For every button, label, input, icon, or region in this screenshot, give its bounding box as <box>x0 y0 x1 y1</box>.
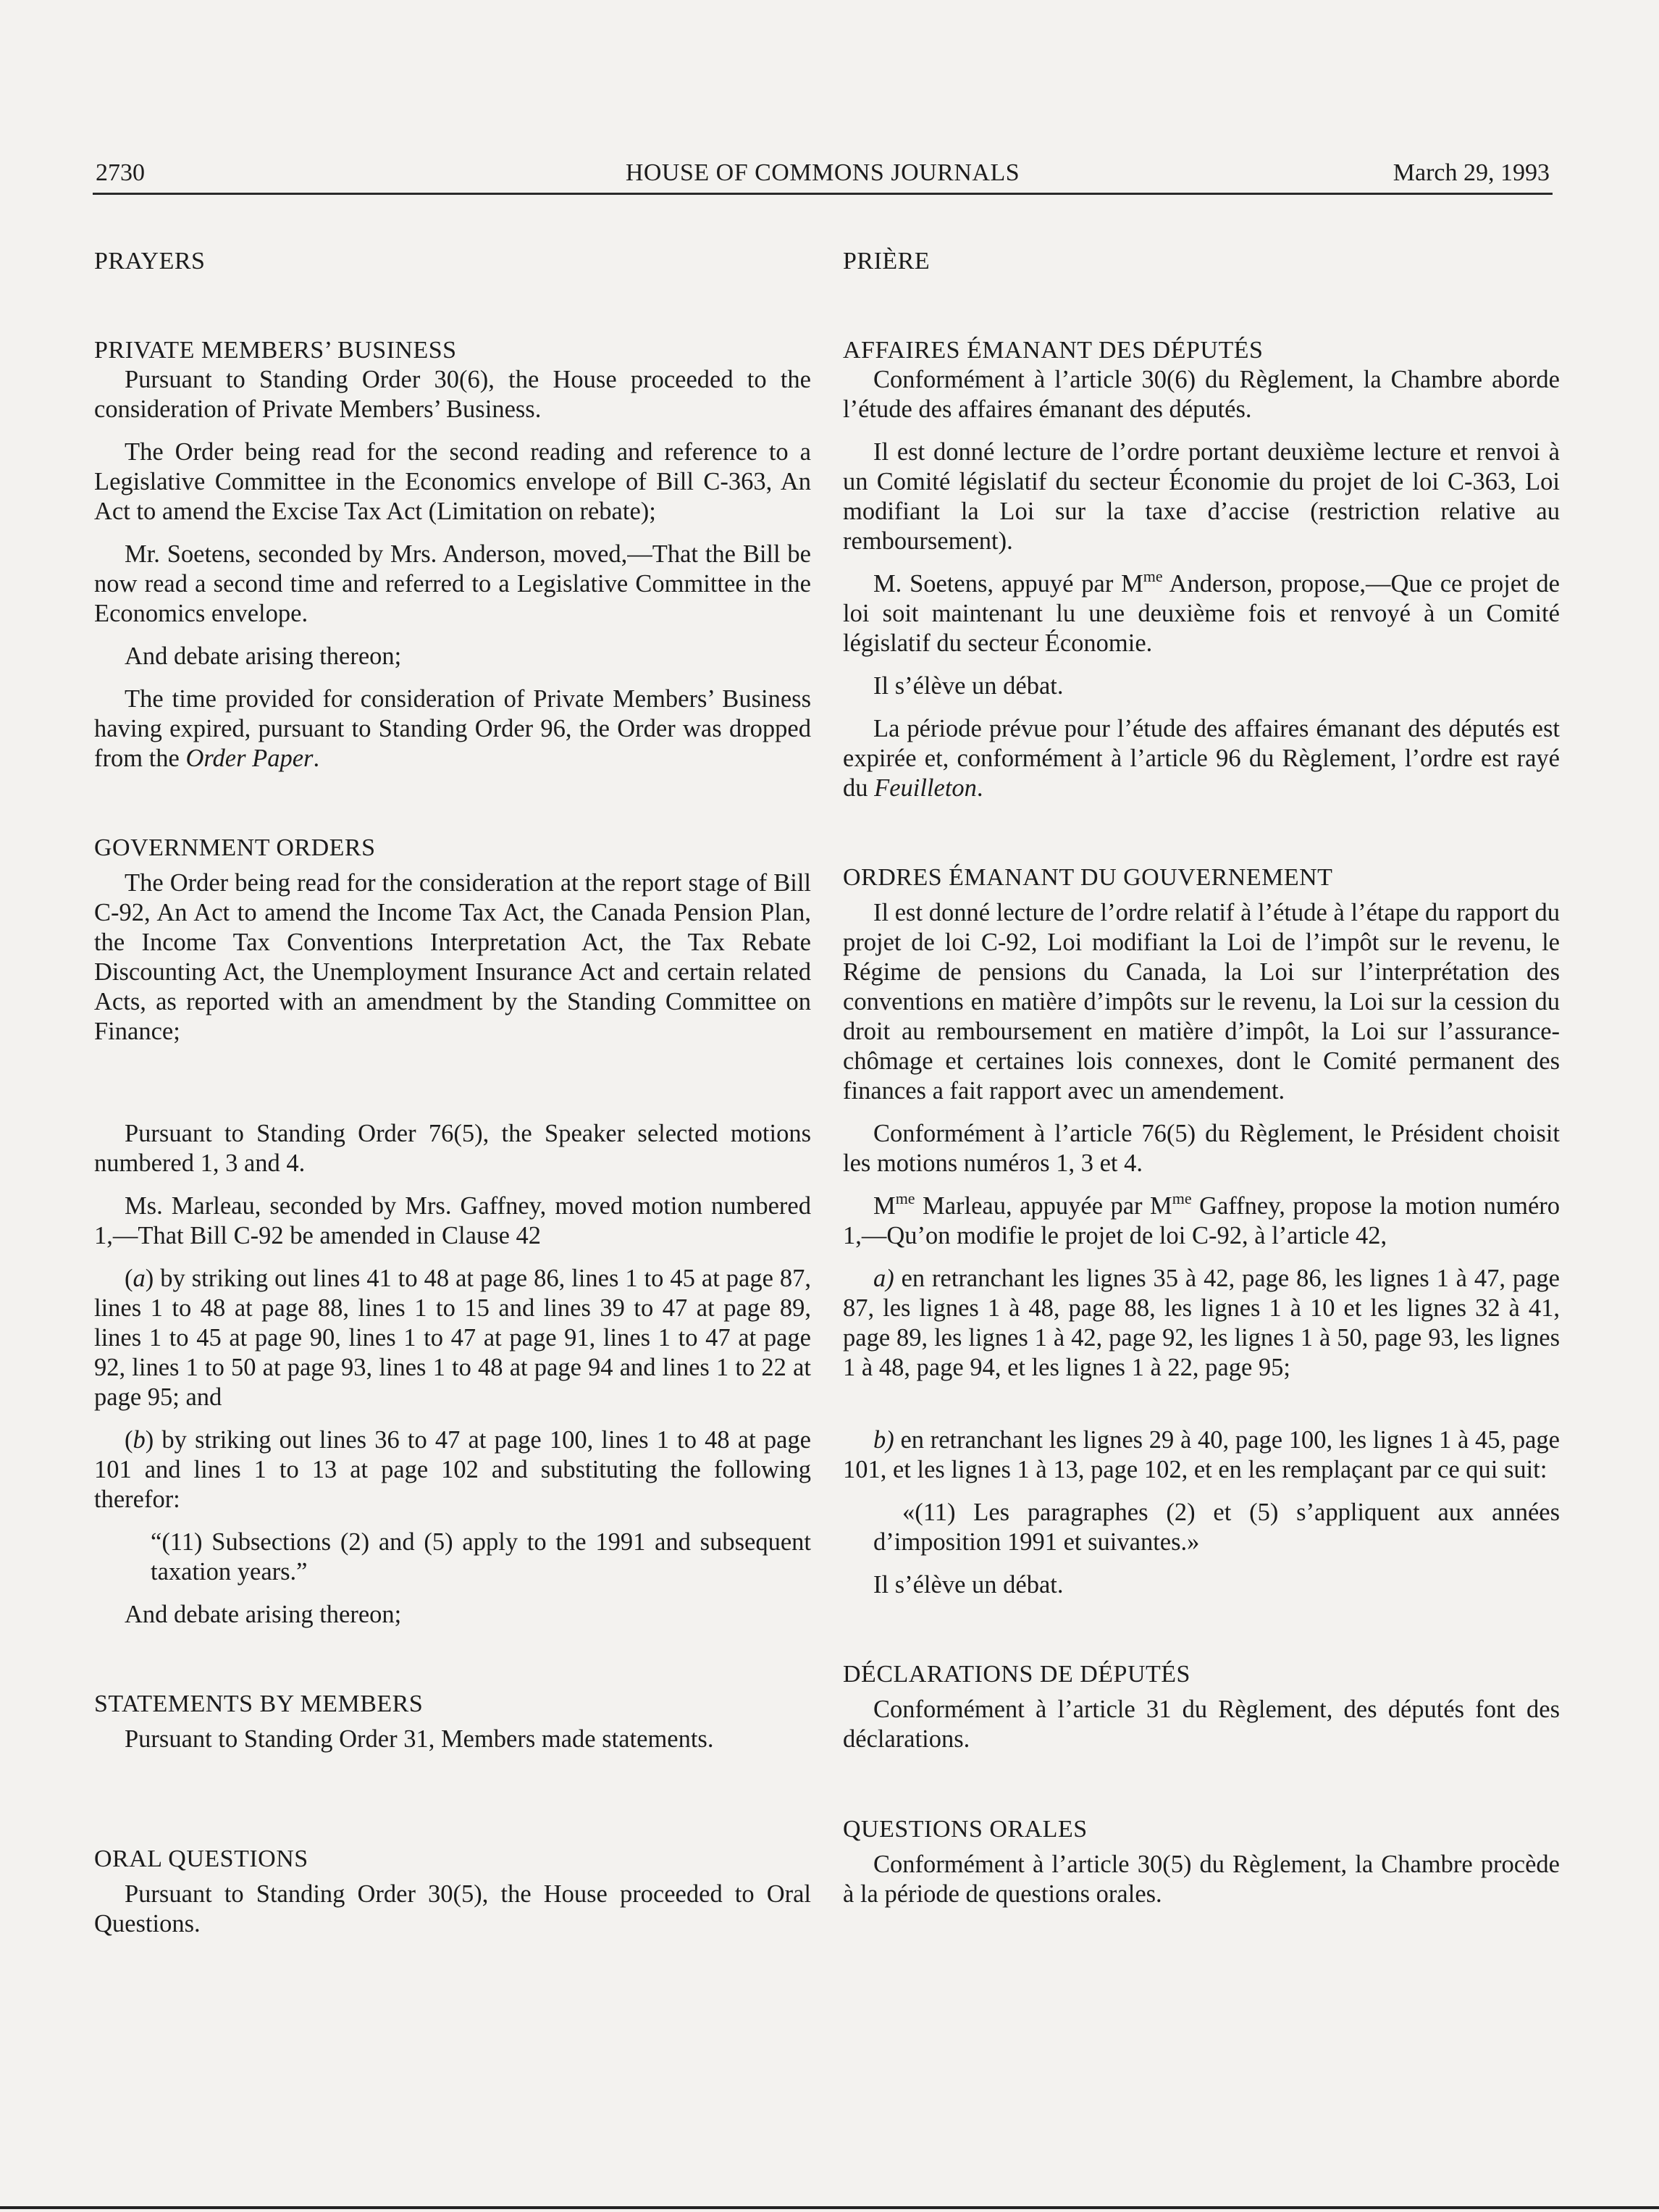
gov-fr-paragraph <box>843 1264 1560 1383</box>
pmb-paragraph <box>94 684 811 774</box>
gov-quote: “(11) Subsections (2) and (5) apply to the 1991 and subsequent taxation years.” <box>151 1528 811 1585</box>
journal-date: March 29, 1993 <box>1393 159 1550 186</box>
oral-heading: ORAL QUESTIONS <box>94 1846 308 1872</box>
english-column <box>94 246 811 1939</box>
gov-paragraph: (a) by striking out lines 41 to 48 at page 86, lines 1 to 45 at page 87, lines 1 to 48 at page 88, lines 1 to 15 and lines 39 to 47 at page 89, lines 1 to 45 at page 90, lines 1 to 47 at page 91, lines 1 to 47 at page 92, lines 1 to 50 at page 93, lines 1 to 48 at page 94 and lines 1 to 22 at page 95; and <box>94 1265 811 1411</box>
clause-label: b <box>133 1426 146 1454</box>
statements-heading: STATEMENTS BY MEMBERS <box>94 1691 424 1717</box>
gov-fr-paragraph <box>843 1191 1560 1251</box>
feuilleton-title: Feuilleton <box>874 774 977 802</box>
gov-paragraph: And debate arising thereon; <box>125 1601 402 1628</box>
clause-label: b) <box>873 1426 894 1454</box>
gov-paragraph: Ms. Marleau, seconded by Mrs. Gaffney, moved motion numbered 1,—That Bill C-92 be amended in Clause 42 <box>94 1192 811 1249</box>
gov-paragraph: (b) by striking out lines 36 to 47 at page 100, lines 1 to 48 at page 101 and lines 1 to 13 at page 102 and substituting the following therefor: <box>94 1426 811 1513</box>
french-column <box>843 246 1560 1909</box>
gov-paragraph: The Order being read for the consideration at the report stage of Bill C-92, An Act to amend the Income Tax Act, the Canada Pension Plan, the Income Tax Conventions Interpretation Act, the Tax Rebate Discounting Act, the Unemployment Insurance Act and certain related Acts, as reported with an amendment by the Standing Committee on Finance; <box>94 869 811 1045</box>
journal-title: HOUSE OF COMMONS JOURNALS <box>625 159 1020 186</box>
clause-label: a <box>133 1265 146 1292</box>
pmb-text: . <box>313 745 320 772</box>
oral-fr-heading: QUESTIONS ORALES <box>843 1816 1088 1843</box>
pmb-fr-heading: AFFAIRES ÉMANANT DES DÉPUTÉS <box>843 337 1264 364</box>
pmb-fr-text: Anderson, propose,—Que ce projet de loi soit maintenant lu une deuxième fois et renvoyé à un Comité législatif du secteur Économie. <box>843 570 1560 657</box>
gov-fr-text: en retranchant les lignes 29 à 40, page 100, les lignes 1 à 45, page 101, et les lignes 1 à 13, page 102, et en les remplaçant par ce qui suit: <box>843 1426 1560 1483</box>
oral-fr-paragraph: Conformément à l’article 30(5) du Règlement, la Chambre procède à la période de questions orales. <box>843 1851 1560 1908</box>
gov-heading: GOVERNMENT ORDERS <box>94 834 376 861</box>
gov-paragraph: Pursuant to Standing Order 76(5), the Speaker selected motions numbered 1, 3 and 4. <box>94 1120 811 1177</box>
gov-text: by striking out lines 36 to 47 at page 100, lines 1 to 48 at page 101 and lines 1 to 13 at page 102 and substituting the following therefor: <box>94 1426 811 1513</box>
gov-fr-quote: «(11) Les paragraphes (2) et (5) s’appliquent aux années d’imposition 1991 et suivantes.» <box>873 1499 1560 1556</box>
statements-paragraph: Pursuant to Standing Order 31, Members made statements. <box>125 1725 714 1753</box>
pmb-paragraph: Pursuant to Standing Order 30(6), the House proceeded to the consideration of Private Members’ Business. <box>94 366 811 423</box>
pmb-paragraph: Mr. Soetens, seconded by Mrs. Anderson, moved,—That the Bill be now read a second time and referred to a Legislative Committee in the Economics envelope. <box>94 540 811 627</box>
superscript: me <box>1172 1189 1192 1207</box>
pmb-text: The time provided for consideration of Private Members’ Business having expired, pursuant to Standing Order 96, the Order was dropped from the <box>94 685 811 772</box>
page-number: 2730 <box>96 159 145 186</box>
clause-label: a) <box>873 1265 894 1292</box>
gov-fr-text: Marleau, appuyée par M <box>915 1192 1172 1220</box>
statements-fr-paragraph: Conformément à l’article 31 du Règlement, des députés font des déclarations. <box>843 1696 1560 1753</box>
gov-fr-paragraph: Conformément à l’article 76(5) du Règlement, le Président choisit les motions numéros 1, 3 et 4. <box>843 1120 1560 1177</box>
pmb-fr-paragraph: Il est donné lecture de l’ordre portant deuxième lecture et renvoi à un Comité législatif du secteur Économie du projet de loi C-363, Loi modifiant la Loi sur la taxe d’accise (restriction relative au remboursement). <box>843 438 1560 555</box>
pmb-fr-paragraph <box>843 566 1560 658</box>
bottom-scan-edge <box>0 2206 1659 2209</box>
gov-fr-text: en retranchant les lignes 35 à 42, page 86, les lignes 1 à 47, page 87, les lignes 1 à 48, page 88, les lignes 1 à 10 et les lignes 32 à 41, page 89, les lignes 1 à 42, page 92, les lignes 1 à 50, page 93, les lignes 1 à 48, page 94, et les lignes 1 à 22, page 95; <box>843 1265 1560 1381</box>
gov-fr-paragraph <box>843 1425 1560 1485</box>
pmb-fr-text: . <box>976 774 983 802</box>
pmb-heading: PRIVATE MEMBERS’ BUSINESS <box>94 337 457 364</box>
order-paper-title: Order Paper <box>185 745 314 772</box>
gov-fr-text: Gaffney, propose la motion numéro 1,—Qu’on modifie le projet de loi C-92, à l’article 42, <box>843 1192 1561 1249</box>
gov-fr-paragraph: Il s’élève un débat. <box>873 1571 1064 1599</box>
gov-fr-text: M <box>873 1192 896 1220</box>
superscript: me <box>1143 566 1163 585</box>
priere-heading: PRIÈRE <box>843 248 931 275</box>
pmb-fr-paragraph <box>843 714 1560 803</box>
superscript: me <box>895 1189 915 1207</box>
pmb-paragraph: The Order being read for the second reading and reference to a Legislative Committee in the Economics envelope of Bill C-363, An Act to amend the Excise Tax Act (Limitation on rebate); <box>94 438 811 525</box>
pmb-fr-paragraph: Conformément à l’article 30(6) du Règlement, la Chambre aborde l’étude des affaires émanant des députés. <box>843 366 1560 423</box>
pmb-fr-text: M. Soetens, appuyé par M <box>873 570 1143 598</box>
pmb-fr-text: La période prévue pour l’étude des affaires émanant des députés est expirée et, conformément à l’article 96 du Règlement, l’ordre est rayé du <box>843 715 1560 802</box>
pmb-fr-paragraph: Il s’élève un débat. <box>873 672 1064 700</box>
statements-fr-heading: DÉCLARATIONS DE DÉPUTÉS <box>843 1661 1190 1688</box>
gov-text: by striking out lines 41 to 48 at page 86, lines 1 to 45 at page 87, lines 1 to 48 at page 88, lines 1 to 15 and lines 39 to 47 at page 89, lines 1 to 45 at page 90, lines 1 to 47 at page 91, lines 1 to 47 at page 92, lines 1 to 50 at page 93, lines 1 to 48 at page 94 and lines 1 to 22 at page 95; and <box>94 1265 811 1411</box>
oral-paragraph: Pursuant to Standing Order 30(5), the House proceeded to Oral Questions. <box>94 1880 811 1937</box>
prayers-heading: PRAYERS <box>94 248 206 275</box>
page-header <box>93 155 1553 195</box>
gov-fr-paragraph: Il est donné lecture de l’ordre relatif à l’étude à l’étape du rapport du projet de loi C-92, Loi modifiant la Loi de l’impôt sur le revenu, le Régime de pensions du Canada, la Loi sur l’interprétation des conventions en matière d’impôts sur le revenu, la Loi sur la cession du droit au remboursement en matière d’impôt, la Loi sur l’assurance-chômage et certaines lois connexes, dont le Comité permanent des finances a fait rapport avec un amendement. <box>843 899 1560 1105</box>
gov-fr-heading: ORDRES ÉMANANT DU GOUVERNEMENT <box>843 864 1333 891</box>
pmb-paragraph: And debate arising thereon; <box>125 642 402 670</box>
